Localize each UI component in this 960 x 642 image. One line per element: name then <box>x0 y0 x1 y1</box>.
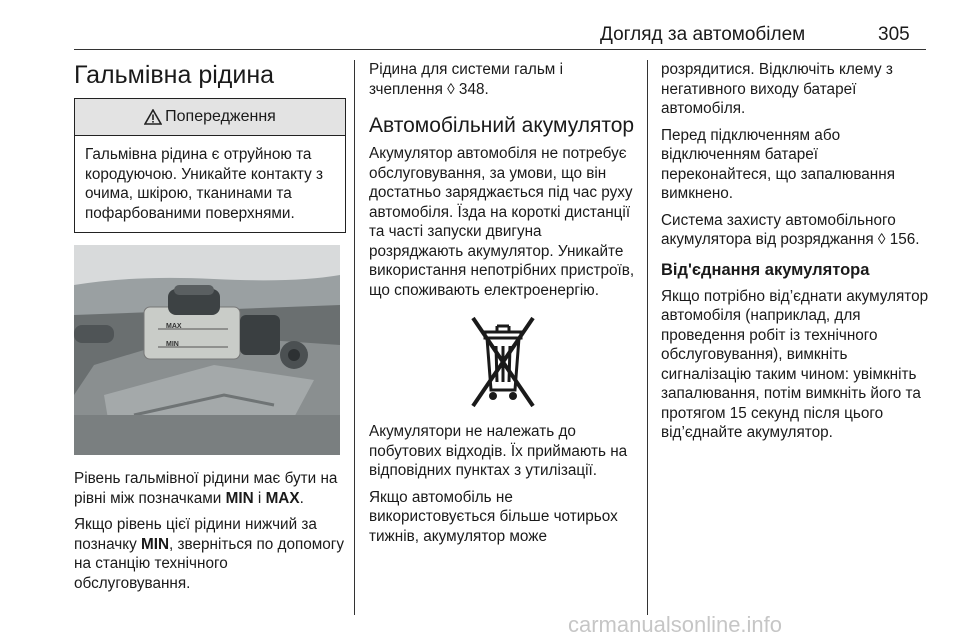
warning-header <box>75 99 345 136</box>
brake-fluid-reservoir-photo <box>74 245 340 455</box>
subsection-heading: Від'єднання акумулятора <box>661 260 870 279</box>
photo-label-max: MAX <box>166 323 182 330</box>
battery-continuation-paragraph: розрядитися. Відключіть клему з негативного виходу батареї автомобіля. <box>661 61 893 117</box>
section-heading: Гальмівна рідина <box>74 61 275 89</box>
battery-disposal-paragraph: Акумулятори не належать до побутових відходів. Їх приймають на відповідних пунктах з утилізації. <box>369 423 628 479</box>
brake-clutch-fluid-reference: Рідина для системи гальм і зчеплення ◊ 348. <box>369 61 563 98</box>
brake-low-paragraph: Якщо рівень цієї рідини нижчий за позначку MIN, зверніться по допомогу на станцію технічного обслуговування. <box>74 516 345 592</box>
section-heading: Автомобільний акумулятор <box>369 114 635 137</box>
page-header-title: Догляд за автомобілем <box>600 24 806 45</box>
photo-label-min: MIN <box>166 341 179 348</box>
battery-storage-paragraph: Якщо автомобіль не використовується більше чотирьох тижнів, акумулятор може <box>369 488 618 545</box>
crossed-out-bin-icon <box>463 312 543 412</box>
brake-level-paragraph: Рівень гальмівної рідини має бути на рівні між позначками MIN і MAX. <box>74 470 338 507</box>
page-number: 305 <box>878 24 910 45</box>
watermark: carmanualsonline.info <box>568 612 783 637</box>
column-3 <box>661 60 929 450</box>
column-1 <box>74 60 346 600</box>
disconnect-paragraph: Якщо потрібно від’єднати акумулятор автомобіля (наприклад, для проведення робіт із технічного обслуговування), вимкніть сигналізацію таким чином: увімкніть запалювання, потім вимкніть його та протягом 15 секунд після цього від’єднайте акумулятор. <box>661 287 929 441</box>
ignition-paragraph: Перед підключенням або відключенням батареї переконайтеся, що запалювання вимкнено. <box>661 126 895 202</box>
warning-title: Попередження <box>165 108 276 125</box>
header-rule <box>74 49 926 50</box>
column-divider <box>647 60 648 615</box>
battery-protection-reference: Система захисту автомобільного акумулятора від розряджання ◊ 156. <box>661 211 920 248</box>
column-divider <box>354 60 355 615</box>
column-2 <box>369 60 637 553</box>
warning-text: Гальмівна рідина є отруйною та кородуючою. Уникайте контакту з очима, шкірою, тканинами та пофарбованими поверхнями. <box>85 146 324 222</box>
warning-triangle-icon <box>144 109 162 125</box>
warning-box <box>74 98 346 233</box>
battery-paragraph: Акумулятор автомобіля не потребує обслуговування, за умови, що він достатньо заряджається під час руху автомобіля. Їзда на короткі дистанції та часті запуски двигуна розряджають акумулятор. Уникайте використання непотрібних пристроїв, що споживають електроенергію. <box>369 145 635 299</box>
